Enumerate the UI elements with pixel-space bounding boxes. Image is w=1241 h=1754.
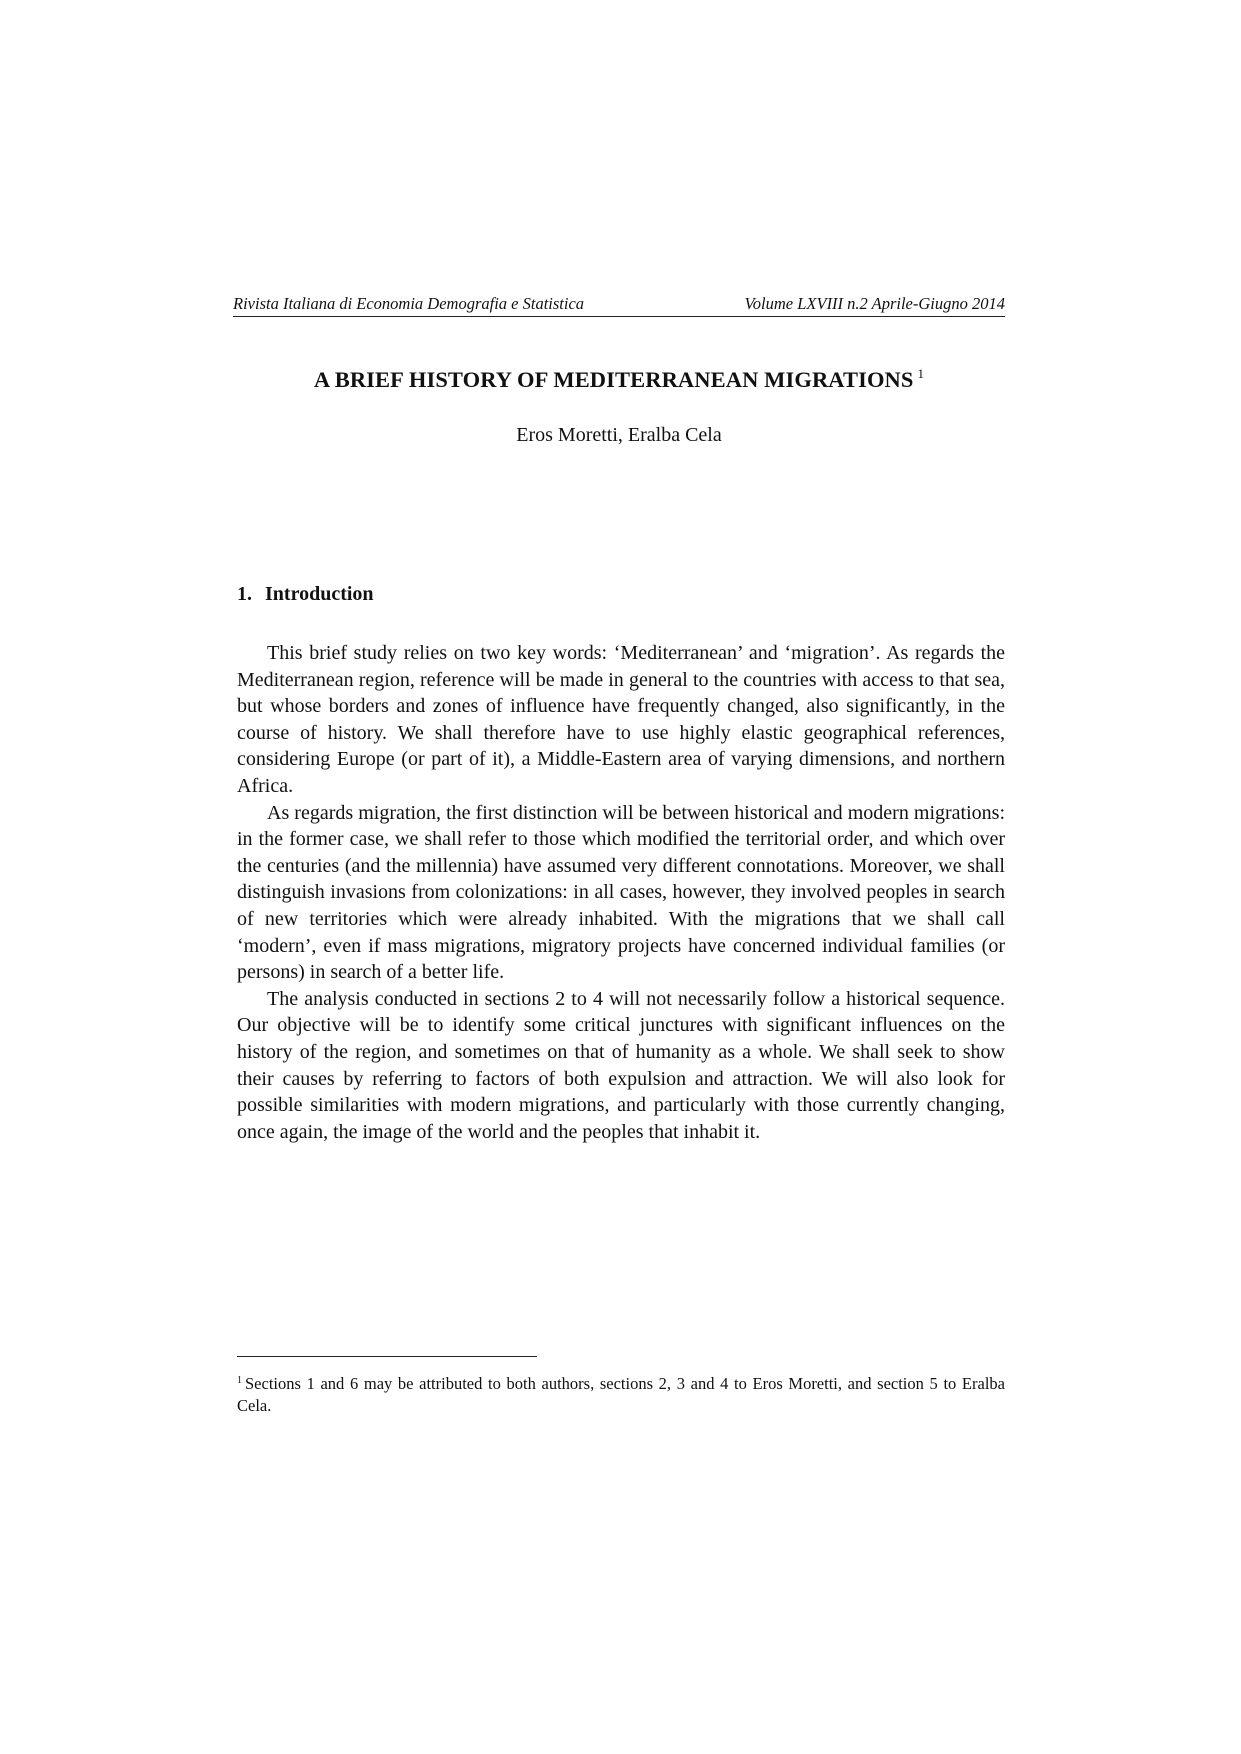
body-text xyxy=(237,640,1005,1145)
journal-name: Rivista Italiana di Economia Demografia e Statistica xyxy=(233,294,585,313)
footnote xyxy=(237,1370,1005,1417)
footnote-mark: 1 xyxy=(237,1375,242,1386)
running-header xyxy=(233,292,1005,317)
section-heading xyxy=(237,583,374,606)
volume-info: Volume LXVIII n.2 Aprile-Giugno 2014 xyxy=(744,294,1005,313)
authors: Eros Moretti, Eralba Cela xyxy=(516,424,722,446)
paragraph: This brief study relies on two key words: ‘Mediterranean’ and ‘migration’. As regards the Mediterranean region, reference will be made in general to the countries with access to that sea, but whose borders and zones of influence have frequently changed, also significantly, in the course of history. We shall therefore have to use highly elastic geographical references, considering Europe (or part of it), a Middle-Eastern area of varying dimensions, and northern Africa. xyxy=(237,642,1005,797)
paragraph: As regards migration, the first distinction will be between historical and modern migrations: in the former case, we shall refer to those which modified the territorial order, and which over the centuries (and the millennia) have assumed very different connotations. Moreover, we shall distinguish invasions from colonizations: in all cases, however, they involved peoples in search of new territories which were already inhabited. With the migrations that we shall call ‘modern’, even if mass migrations, migratory projects have concerned individual families (or persons) in search of a better life. xyxy=(237,801,1005,984)
title-footnote-mark[interactable]: 1 xyxy=(917,366,925,381)
paper-title xyxy=(233,366,1005,393)
footnote-text: Sections 1 and 6 may be attributed to both authors, sections 2, 3 and 4 to Eros Moretti, and section 5 to Eralba Cela. xyxy=(237,1374,1005,1415)
title-text: A BRIEF HISTORY OF MEDITERRANEAN MIGRATIONS xyxy=(313,367,914,392)
footnote-divider xyxy=(237,1356,537,1357)
section-number: 1. xyxy=(237,583,252,605)
paragraph: The analysis conducted in sections 2 to 4 will not necessarily follow a historical sequence. Our objective will be to identify some critical junctures with significant influences on the history of the region, and sometimes on that of humanity as a whole. We shall seek to show their causes by referring to factors of both expulsion and attraction. We will also look for possible similarities with modern migrations, and particularly with those currently changing, once again, the image of the world and the peoples that inhabit it. xyxy=(237,987,1005,1143)
section-title: Introduction xyxy=(265,583,374,605)
